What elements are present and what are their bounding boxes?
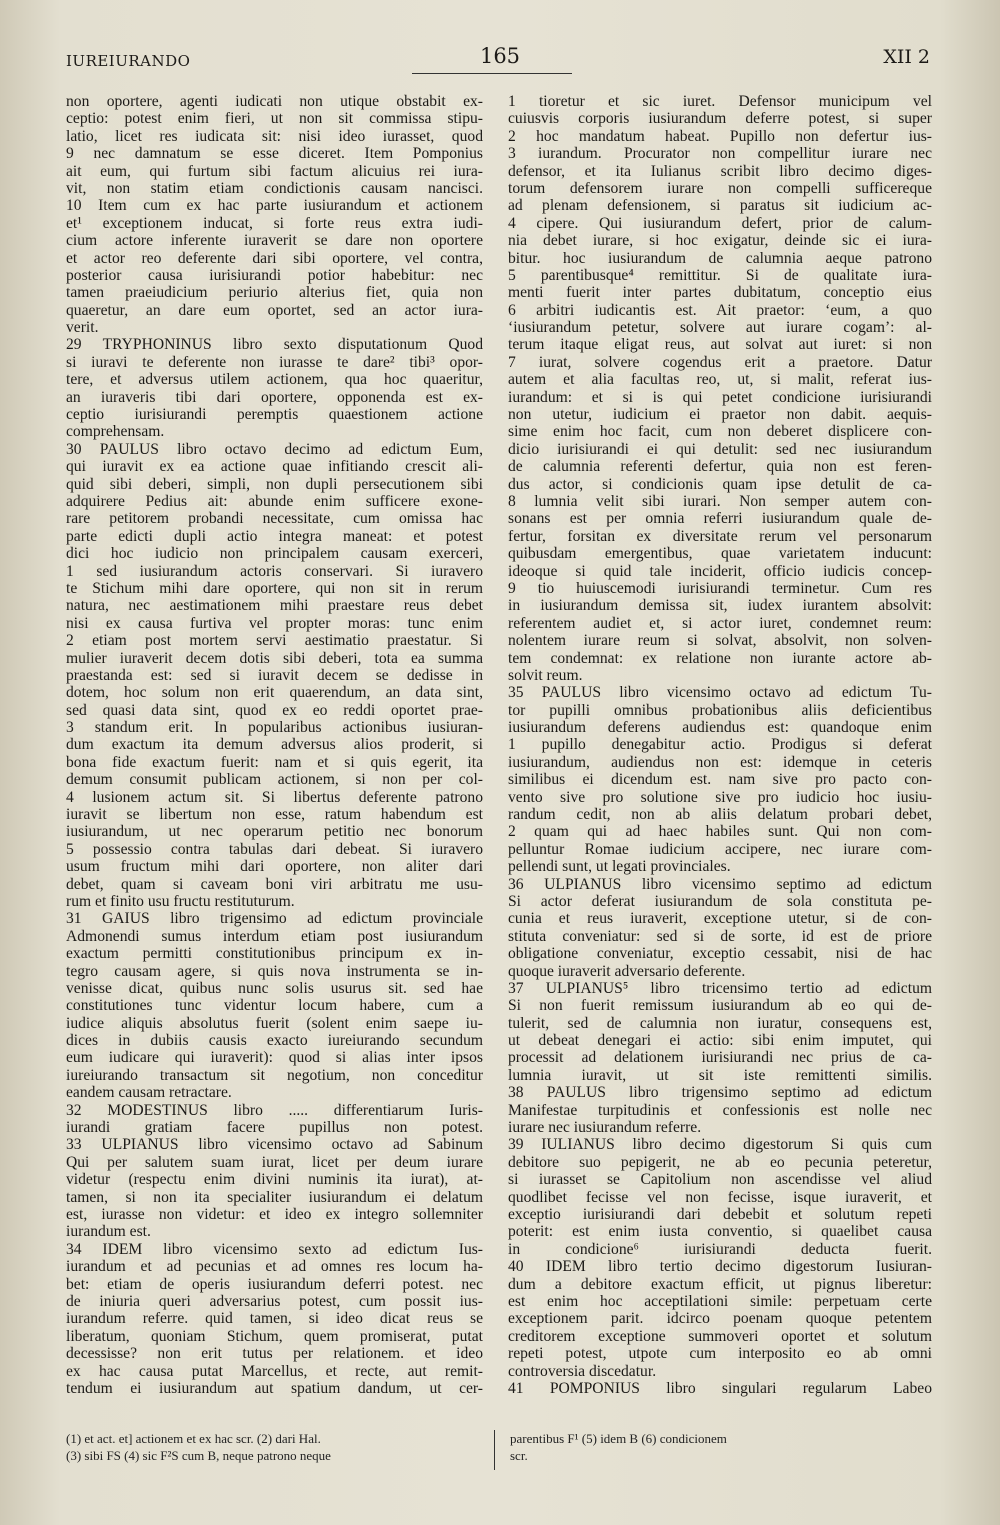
- text-line: pelluntur Romae iudicium accipere, nec iurare com-: [508, 840, 932, 858]
- text-line: menti fuerit inter partes dubitatum, conceptio eius: [508, 284, 932, 302]
- text-line: exceptionem parit. idcirco poenam quoque petentem: [508, 1310, 932, 1328]
- text-line: tor pupilli omnibus probationibus aliis deficientibus: [508, 701, 932, 719]
- text-line: non oportere, agenti iudicati non utique obstabit ex-: [66, 93, 483, 110]
- text-line: dices in dubiis causis exacto iureiurando secundum: [66, 1032, 483, 1050]
- text-line: solvit reum.: [508, 666, 583, 684]
- text-line: 1 pupillo denegabitur actio. Prodigus si deferat: [508, 736, 932, 754]
- running-head-section: XII 2: [883, 46, 930, 68]
- text-line: latio, licet res iudicata sit: nisi ideo iurasset, quod: [66, 127, 483, 145]
- text-line: 4 lusionem actum sit. Si libertus deferente patrono: [66, 788, 483, 806]
- text-line: iurandum et ad pecunias et ad omnes res locum ha-: [66, 1258, 483, 1276]
- text-line: cuiusvis corporis iusiurandum deferre potest, si super: [508, 110, 932, 128]
- text-line: 2 etiam post mortem servi aestimatio praestatur. Si: [66, 632, 483, 650]
- text-line: sonans est per omnia referri iusiurandum quale de-: [508, 510, 932, 528]
- text-line: 1 sed iusiurandum actoris conservari. Si iuravero: [66, 562, 483, 580]
- text-line: lumnia iuravit, ut sit iste remittenti similis.: [508, 1066, 932, 1084]
- text-line: autem et alia facultas reo, ut, si malit, referat ius-: [508, 371, 932, 389]
- text-line: ceptio: potest enim fieri, ut non sit commissa stipu-: [66, 110, 483, 128]
- text-line: iusiurandum, ut nec operarum petitio nec bonorum: [66, 823, 483, 841]
- text-line: 38 PAULUS libro trigensimo septimo ad edictum: [508, 1084, 932, 1102]
- text-line: iuravit se libertum non esse, ratum habendum est: [66, 806, 483, 824]
- text-line: cium actore inferente iuraverit se dare non oportere: [66, 232, 483, 250]
- text-line: nisi ex causa furtiva vel propter moras: tunc enim: [66, 614, 483, 632]
- text-line: exceptio iurisiurandi dari debebit et solutum repeti: [508, 1206, 932, 1223]
- text-line: sed quasi data sint, quod ex eo reddi oportet prae-: [66, 701, 483, 719]
- text-line: iusiurandum deferens audiendus est: quandoque enim: [508, 719, 932, 737]
- text-line: Si actor deferat iusiurandum de sola constituta pe-: [508, 892, 932, 910]
- left-text-column: [66, 93, 483, 1397]
- text-line: 2 hoc mandatum habeat. Pupillo non defertur ius-: [508, 127, 932, 145]
- text-line: 32 MODESTINUS libro ..... differentiarum Iuris-: [66, 1101, 483, 1119]
- text-line: iurare nec iusiurandum referre.: [508, 1119, 702, 1137]
- text-line: et¹ exceptionem inducat, si forte reus extra iudi-: [66, 214, 483, 232]
- text-line: quaeretur, an dare eum oportet, sed an actor iura-: [66, 301, 483, 319]
- text-line: ait eum, qui furtum sibi factum alicuius rei iura-: [66, 162, 483, 180]
- text-line: natura, nec aestimationem mihi praestare reus debet: [66, 597, 483, 615]
- text-line: posterior causa iurisiurandi potior habebitur: nec: [66, 266, 483, 284]
- text-line: an iuraveris tibi dari oportere, opponenda est ex-: [66, 388, 483, 406]
- text-line: dotem, hoc solum non erit quaerendum, an data sint,: [66, 684, 483, 702]
- running-head-title: IUREIURANDO: [66, 52, 191, 70]
- text-line: demum consumit publicam actionem, si non per col-: [66, 771, 483, 789]
- footnote-line: (3) sibi FS (4) sic F²S cum B, neque patrono neque: [66, 1448, 331, 1463]
- text-line: defensor, et ita Iulianus scribit libro decimo diges-: [508, 162, 932, 180]
- footnotes-left: [66, 1430, 486, 1464]
- text-line: Si non fuerit remissum iusiurandum ab eo qui de-: [508, 997, 932, 1015]
- text-line: 34 IDEM libro vicensimo sexto ad edictum Ius-: [66, 1240, 483, 1258]
- text-line: 30 PAULUS libro octavo decimo ad edictum Eum,: [66, 440, 483, 458]
- text-line: liberatum, quoniam Stichum, quem promiserat, putat: [66, 1327, 483, 1345]
- text-line: tem condemnat: ex relatione non iurante actore ab-: [508, 649, 932, 667]
- text-line: tegro causam agere, si quis nova instrumenta se in-: [66, 962, 483, 980]
- text-line: in iusiurandum demissa sit, iudex iurantem absolvit:: [508, 597, 932, 615]
- text-line: vit, non statim etiam condictionis causam nancisci.: [66, 179, 483, 197]
- text-line: est, iurasse non videtur: et ideo ex integro sollemniter: [66, 1206, 483, 1223]
- text-line: bitur. hoc iusiurandum de calumnia aeque patrono: [508, 249, 932, 267]
- text-line: de calumnia referenti defertur, quia non est feren-: [508, 458, 932, 476]
- text-line: 41 POMPONIUS libro singulari regularum Labeo: [508, 1379, 932, 1397]
- text-line: repeti potest, utpote cum interposito eo ab omni: [508, 1345, 932, 1363]
- text-line: debet, quam si caveam boni viri arbitratu me usu-: [66, 875, 483, 893]
- text-line: non utetur, iudicium ei praetor non dabit. aequis-: [508, 406, 932, 424]
- text-line: parte edicti dupli actio integra maneat: et potest: [66, 527, 483, 545]
- footnote-line: scr.: [510, 1448, 528, 1463]
- text-line: bet: etiam de operis iusiurandum deferri potest. nec: [66, 1275, 483, 1293]
- text-line: sime enim hoc facit, cum non deberet displicere con-: [508, 423, 932, 441]
- text-line: usum fructum mihi dari oportere, non aliter dari: [66, 858, 483, 876]
- text-line: iudice aliquis absolutus fuerit (solent enim saepe iu-: [66, 1014, 483, 1032]
- text-line: nia debet iurare, si hoc exigatur, deinde sic ei iura-: [508, 232, 932, 250]
- text-line: 1 tioretur et sic iuret. Defensor municipum vel: [508, 93, 932, 110]
- text-line: fertur, forsitan ex diversitate rerum vel personarum: [508, 527, 932, 545]
- text-line: Manifestae turpitudinis et confessionis est nolle nec: [508, 1101, 932, 1119]
- text-line: si iuravi te deferente non iurasse te dare² tibi³ opor-: [66, 353, 483, 371]
- footnotes-right: [510, 1430, 940, 1464]
- text-line: dus actor, si condicionis quam ipse detulit de ca-: [508, 475, 932, 493]
- text-line: mulier iuraverit decem dotis sibi deberi, tota ea summa: [66, 649, 483, 667]
- text-line: ideoque si quid tale inciderit, officio iudicis concep-: [508, 562, 932, 580]
- text-line: controversia discedatur.: [508, 1362, 657, 1380]
- text-line: 39 IULIANUS libro decimo digestorum Si quis cum: [508, 1136, 932, 1154]
- text-line: dici hoc iudicio non principalem causam exerceri,: [66, 545, 483, 563]
- text-line: randum cedit, non ab aliis delatum probari debet,: [508, 806, 932, 824]
- text-line: quibusdam emergentibus, quae varietatem inducunt:: [508, 545, 932, 563]
- text-line: ad plenam defensionem, si paratus sit iudicium ac-: [508, 197, 932, 215]
- text-line: et actor reo deferente dari sibi oportere, vel contra,: [66, 249, 483, 267]
- text-line: iurandum est.: [66, 1223, 151, 1241]
- text-line: comprehensam.: [66, 423, 165, 441]
- text-line: 36 ULPIANUS libro vicensimo septimo ad edictum: [508, 875, 932, 893]
- text-line: exactum permitti constitutionibus principum ex in-: [66, 945, 483, 963]
- text-line: 8 lumnia velit sibi iurari. Non semper autem con-: [508, 492, 932, 510]
- text-line: poterit: est enim iusta conventio, si quaelibet causa: [508, 1223, 932, 1241]
- text-line: 29 TRYPHONINUS libro sexto disputationum Quod: [66, 336, 483, 354]
- text-line: dicio iurisiurandi ei qui detulit: sed nec iusiurandum: [508, 440, 932, 458]
- text-line: iurandum referre. quid tamen, si ideo dicat reus se: [66, 1310, 483, 1328]
- text-line: 35 PAULUS libro vicensimo octavo ad edictum Tu-: [508, 684, 932, 702]
- text-line: eum iudicare qui iuraverit): quod si alias inter ipsos: [66, 1049, 483, 1067]
- text-line: tamen praeiudicium periurio alterius fiet, quia non: [66, 284, 483, 302]
- text-line: quid sibi deberi, simpli, non dupli persecutionem sibi: [66, 475, 483, 493]
- text-line: 9 nec damnatum se esse diceret. Item Pomponius: [66, 145, 483, 163]
- text-line: referentem audiet et, si actor iuret, condemnet reum:: [508, 614, 932, 632]
- text-line: ut debeat denegari ei actio: sibi enim imputet, qui: [508, 1032, 932, 1050]
- text-line: si iurasset se Capitolium non ascendisse vel aliud: [508, 1171, 932, 1189]
- text-line: 9 tio huiuscemodi iurisiurandi terminetur. Cum res: [508, 579, 932, 597]
- text-line: iureiurando transactum sit negotium, non conceditur: [66, 1066, 483, 1084]
- text-line: Qui per salutem suam iurat, licet per deum iurare: [66, 1153, 483, 1171]
- text-line: praestanda est: sed si iuravit decem se dedisse in: [66, 666, 483, 684]
- text-line: 33 ULPIANUS libro vicensimo octavo ad Sabinum: [66, 1136, 483, 1154]
- text-line: ex hac causa putat Marcellus, et recte, aut remit-: [66, 1362, 483, 1380]
- text-line: bona fide exactum fuerit: nam et si quis egerit, ita: [66, 753, 483, 771]
- text-line: terum itaque eligat reus, aut solvat aut iuret: si non: [508, 336, 932, 354]
- text-line: 37 ULPIANUS⁵ libro tricensimo tertio ad edictum: [508, 979, 932, 997]
- text-line: qui iuravit ex ea actione quae infitiando crescit ali-: [66, 458, 483, 476]
- footnote-line: (1) et act. et] actionem et ex hac scr. (2) dari Hal.: [66, 1431, 321, 1446]
- text-line: 6 arbitri iudicantis est. Ait praetor: ‘eum, a quo: [508, 301, 932, 319]
- text-line: pellendi sunt, ut legati provinciales.: [508, 858, 731, 876]
- text-line: tere, et adversus utilem actionem, qua hoc quaeritur,: [66, 371, 483, 389]
- text-line: ‘iusiurandum petetur, solvere aut iurare cogam’: al-: [508, 319, 932, 337]
- text-line: venisse dicat, quibus nunc solis usurus sit. sed hae: [66, 979, 483, 997]
- text-line: 40 IDEM libro tertio decimo digestorum Iusiuran-: [508, 1258, 932, 1276]
- footnote-line: parentibus F¹ (5) idem B (6) condicionem: [510, 1431, 727, 1446]
- text-line: iurandum: et si is qui petet condicione iurisiurandi: [508, 388, 932, 406]
- text-line: videtur (respectu enim divini numinis ita iurat), at-: [66, 1171, 483, 1189]
- text-line: iusiurandum, audiendus non est: idemque in ceteris: [508, 753, 932, 771]
- text-line: 5 possessio contra tabulas dari debeat. Si iuravero: [66, 840, 483, 858]
- text-line: quoque iuraverit adversario deferente.: [508, 962, 746, 980]
- text-line: vento sive pro solutione sive pro iudicio hoc iusiu-: [508, 788, 932, 806]
- text-line: ceptio iurisiurandi peremptis quaestionem actione: [66, 406, 483, 424]
- text-line: te Stichum mihi dare oportere, qui non sit in rerum: [66, 579, 483, 597]
- text-line: rum et finito usu fructu restituturum.: [66, 892, 295, 910]
- page-number: 165: [479, 44, 521, 68]
- right-text-column: [508, 93, 932, 1397]
- text-line: adquirere Pedius ait: abunde enim sufficere exone-: [66, 492, 483, 510]
- text-line: est enim hoc acceptilationi simile: perpetuam certe: [508, 1292, 932, 1310]
- text-line: 4 cipere. Qui iusiurandum defert, prior de calum-: [508, 214, 932, 232]
- text-line: dum a debitore exactum efficit, ut pignus liberetur:: [508, 1275, 932, 1293]
- header-rule: [412, 73, 572, 74]
- text-line: 31 GAIUS libro trigensimo ad edictum provinciale: [66, 910, 483, 928]
- footnote-column-divider: [494, 1430, 495, 1470]
- text-line: 5 parentibusque⁴ remittitur. Si de qualitate iura-: [508, 266, 932, 284]
- text-line: decessisse? non erit tutus per relationem. et ideo: [66, 1345, 483, 1363]
- text-line: rare petitorem probandi necessitate, cum omissa hac: [66, 510, 483, 528]
- text-line: tulerit, sed de calumnia non iuratur, consequens est,: [508, 1014, 932, 1032]
- text-line: eandem causam retractare.: [66, 1084, 232, 1102]
- text-line: 7 iurat, solvere cogendus erit a praetore. Datur: [508, 353, 932, 371]
- text-line: obligatione conveniatur, exceptio cessabit, nisi de hac: [508, 945, 932, 963]
- text-line: nolentem iurare reum si solvat, absolvit, non solven-: [508, 632, 932, 650]
- text-line: de iniuria queri adversarius potest, cum possit ius-: [66, 1292, 483, 1310]
- text-line: in condicione⁶ iurisiurandi deducta fuerit.: [508, 1240, 932, 1258]
- text-line: tendum ei iusiurandum aut spatium dandum, ut cer-: [66, 1379, 483, 1397]
- text-line: 3 iurandum. Procurator non compellitur iurare nec: [508, 145, 932, 163]
- text-line: constitutiones tunc videntur locum habere, cum a: [66, 997, 483, 1015]
- text-line: similibus ei dicendum est. nam sive pro pacto con-: [508, 771, 932, 789]
- text-line: cunia et reus iuraverit, exceptione utetur, si de con-: [508, 910, 932, 928]
- text-line: quodlibet fecisse vel non fecisse, isque iuraverit, et: [508, 1188, 932, 1206]
- text-line: Admonendi sumus interdum etiam post iusiurandum: [66, 927, 483, 945]
- text-line: debitore suo pepigerit, ne ab eo pecunia peteretur,: [508, 1153, 932, 1171]
- text-line: creditorem exceptione summoveri oportet et solutum: [508, 1327, 932, 1345]
- text-line: torum defensorem iurare non compelli sufficereque: [508, 179, 932, 197]
- text-line: processit ad delationem iurisiurandi nec prius de ca-: [508, 1049, 932, 1067]
- text-line: verit.: [66, 319, 99, 337]
- text-line: tamen, si non ita specialiter iusiurandum ei delatum: [66, 1188, 483, 1206]
- text-line: 2 quam qui ad haec habiles sunt. Qui non com-: [508, 823, 932, 841]
- text-line: 3 standum erit. In popularibus actionibus iusiuran-: [66, 719, 483, 737]
- text-line: 10 Item cum ex hac parte iusiurandum et actionem: [66, 197, 483, 215]
- text-line: stituta conveniatur: sed si de sorte, id est de priore: [508, 927, 932, 945]
- text-line: iurandi gratiam facere pupillus non potest.: [66, 1119, 483, 1137]
- text-line: dum exactum ita demum adversus alios proderit, si: [66, 736, 483, 754]
